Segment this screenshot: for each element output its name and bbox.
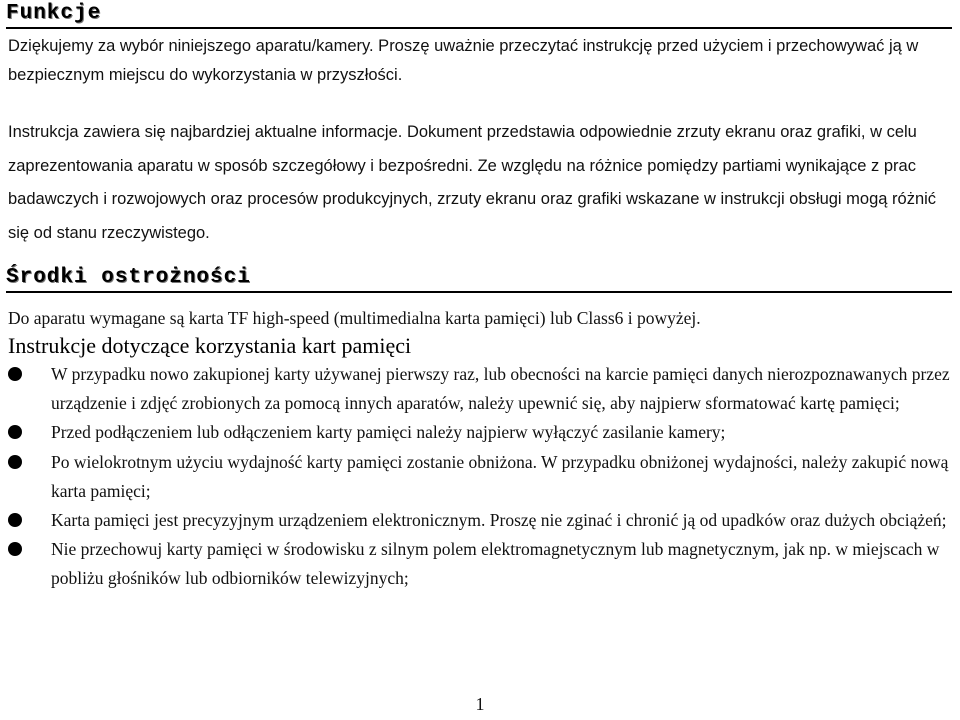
bullet-dot-icon — [8, 455, 22, 469]
bullet-dot-icon — [8, 367, 22, 381]
card-usage-heading: Instrukcje dotyczące korzystania kart pamięci — [8, 333, 412, 358]
list-item-text: Po wielokrotnym użyciu wydajność karty pamięci zostanie obniżona. W przypadku obniżonej wydajności, należy zakupić nową karta pamięci; — [51, 451, 949, 501]
section-heading-features: Funkcje — [6, 2, 952, 29]
instructions-note-paragraph: Instrukcja zawiera się najbardziej aktualne informacje. Dokument przedstawia odpowiednie zrzuty ekranu oraz grafiki, w celu zaprezentowania aparatu w sposób szczegółowy i bezpośredni. Ze względu na różnice pomiędzy partiami wynikające z prac badawczych i rozwojowych oraz procesów produkcyjnych, zrzuty ekranu oraz grafiki wskazane w instrukcji obsługi mogą różnić się od stanu rzeczywistego. — [8, 123, 937, 242]
list-item-text: Przed podłączeniem lub odłączeniem karty pamięci należy najpierw wyłączyć zasilanie kamery; — [51, 422, 726, 443]
section-heading-precautions: Środki ostrożności — [6, 266, 952, 293]
sd-card-requirement: Do aparatu wymagane są karta TF high-speed (multimedialna karta pamięci) lub Class6 i powyżej. — [8, 308, 701, 328]
thanks-paragraph: Dziękujemy za wybór niniejszego aparatu/kamery. Proszę uważnie przeczytać instrukcję przed użyciem i przechowywać ją w bezpiecznym miejscu do wykorzystania w przyszłości. — [8, 37, 919, 84]
list-item — [0, 418, 960, 447]
list-item-text: W przypadku nowo zakupionej karty używanej pierwszy raz, lub obecności na karcie pamięci danych nierozpoznawanych przez urządzenie i zdjęć zrobionych za pomocą innych aparatów, należy upewnić się, aby najpierw sformatować kartę pamięci; — [51, 364, 950, 414]
list-item — [0, 448, 960, 506]
card-usage-list — [0, 360, 960, 594]
list-item — [0, 360, 960, 418]
list-item-text: Nie przechowuj karty pamięci w środowisku z silnym polem elektromagnetycznym lub magnetycznym, jak np. w miejscach w pobliżu głośników lub odbiorników telewizyjnych; — [51, 539, 940, 589]
page-number: 1 — [475, 694, 485, 714]
bullet-dot-icon — [8, 425, 22, 439]
list-item-text: Karta pamięci jest precyzyjnym urządzeniem elektronicznym. Proszę nie zginać i chronić ją od upadków oraz dużych obciążeń; — [51, 510, 947, 531]
list-item — [0, 535, 960, 593]
bullet-dot-icon — [8, 542, 22, 556]
list-item — [0, 506, 960, 535]
bullet-dot-icon — [8, 513, 22, 527]
